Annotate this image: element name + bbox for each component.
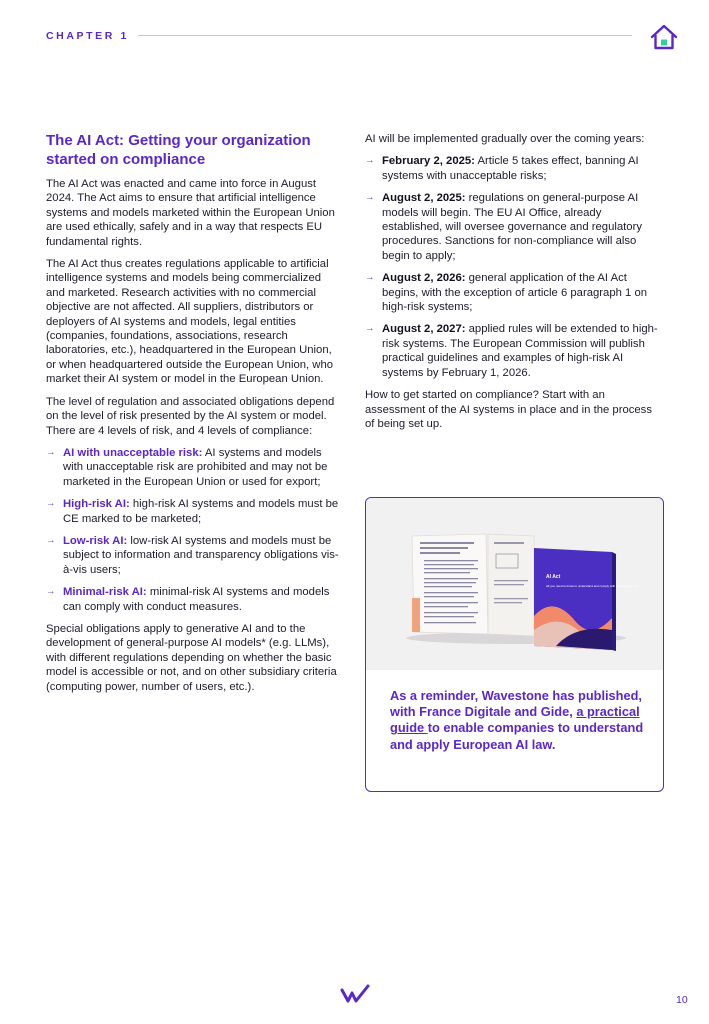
list-item: → February 2, 2025: Article 5 takes effect, banning AI systems with unacceptable risks; [365,155,639,182]
paragraph-generative-ai: Special obligations apply to generative AI and to the development of general-purpose AI models* (e.g. LLMs), with different regulations depending on whether the basic model is accessible or not, and on other subsidiary criteria (computing power, number of users, etc.). [46,622,337,693]
header-divider [138,35,632,36]
book-illustration [366,498,663,670]
section-title: The AI Act: Getting your organization started on compliance [46,132,311,168]
arrow-icon: → [46,446,56,458]
chapter-label: CHAPTER 1 [46,30,129,42]
svg-text:All you need to know to unders: All you need to know to understand and comply with the EU law on AI [546,584,639,588]
page-number: 10 [676,994,688,1006]
paragraph-scope: The AI Act thus creates regulations applicable to artificial intelligence systems and models being commercialized and marketed. Research activities with no commercial objective are not affected. All suppliers, distributors or deployers of AI systems and models, legal entities (companies, foundations, associations, research laboratories, etc.), headquartered in the European Union, or when headquartered outside the European Union, who market their AI system or model in the European Union. [46,258,334,386]
paragraph-intro: The AI Act was enacted and came into force in August 2024. The Act aims to ensure that artificial intelligence systems and models marketed within the European Union are used ethically, safely and in a way that respects EU fundamental rights. [46,178,335,248]
arrow-icon: → [365,192,375,204]
arrow-icon: → [46,498,56,510]
guide-image [366,498,663,670]
callout-text: As a reminder, Wavestone has published, with France Digitale and Gide, a practical guide to enable companies to understand and apply European AI law. [390,688,644,752]
page-header [46,30,682,50]
guide-callout-card [365,497,664,792]
left-column [46,132,342,702]
arrow-icon: → [46,586,56,598]
arrow-icon: → [46,534,56,546]
timeline-list [365,154,663,380]
right-column [365,132,663,439]
list-item: → August 2, 2026: general application of the AI Act begins, with the exception of article 6 paragraph 1 on high-risk systems; [365,272,648,314]
wavestone-logo-icon [340,984,370,1004]
list-item: → August 2, 2025: regulations on general-purpose AI models will begin. The EU AI Office, already established, will oversee governance and regulatory procedures. Sanctions for non-compliance will also begin to apply; [365,192,642,262]
list-item: → High-risk AI: high-risk AI systems and models must be CE marked to be marketed; [46,498,339,525]
practical-guide-link[interactable]: a practical guide [390,704,640,736]
paragraph-risk-levels: The level of regulation and associated obligations depend on the level of risk presented by the AI system or model. There are 4 levels of risk, and 4 levels of compliance: [46,395,335,437]
risk-levels-list [46,446,342,614]
list-item: → Low-risk AI: low-risk AI systems and models must be subject to information and transparency obligations vis-à-vis users; [46,534,339,576]
home-icon[interactable] [650,24,678,50]
arrow-icon: → [365,272,375,284]
svg-text:AI Act: AI Act [546,574,561,580]
arrow-icon: → [365,155,375,167]
paragraph-timeline-intro: AI will be implemented gradually over the coming years: [365,133,645,145]
paragraph-get-started: How to get started on compliance? Start with an assessment of the AI systems in place and in the process of being set up. [365,389,652,430]
list-item: → August 2, 2027: applied rules will be extended to high-risk systems. The European Commission will publish practical guidelines and examples of high-risk AI systems by February 1, 2026. [365,323,658,379]
list-item: → AI with unacceptable risk: AI systems and models with unacceptable risk are prohibited and may not be marketed in the European Union or used for export; [46,446,328,488]
arrow-icon: → [365,323,375,335]
list-item: → Minimal-risk AI: minimal-risk AI systems and models can comply with conduct measures. [46,586,330,613]
